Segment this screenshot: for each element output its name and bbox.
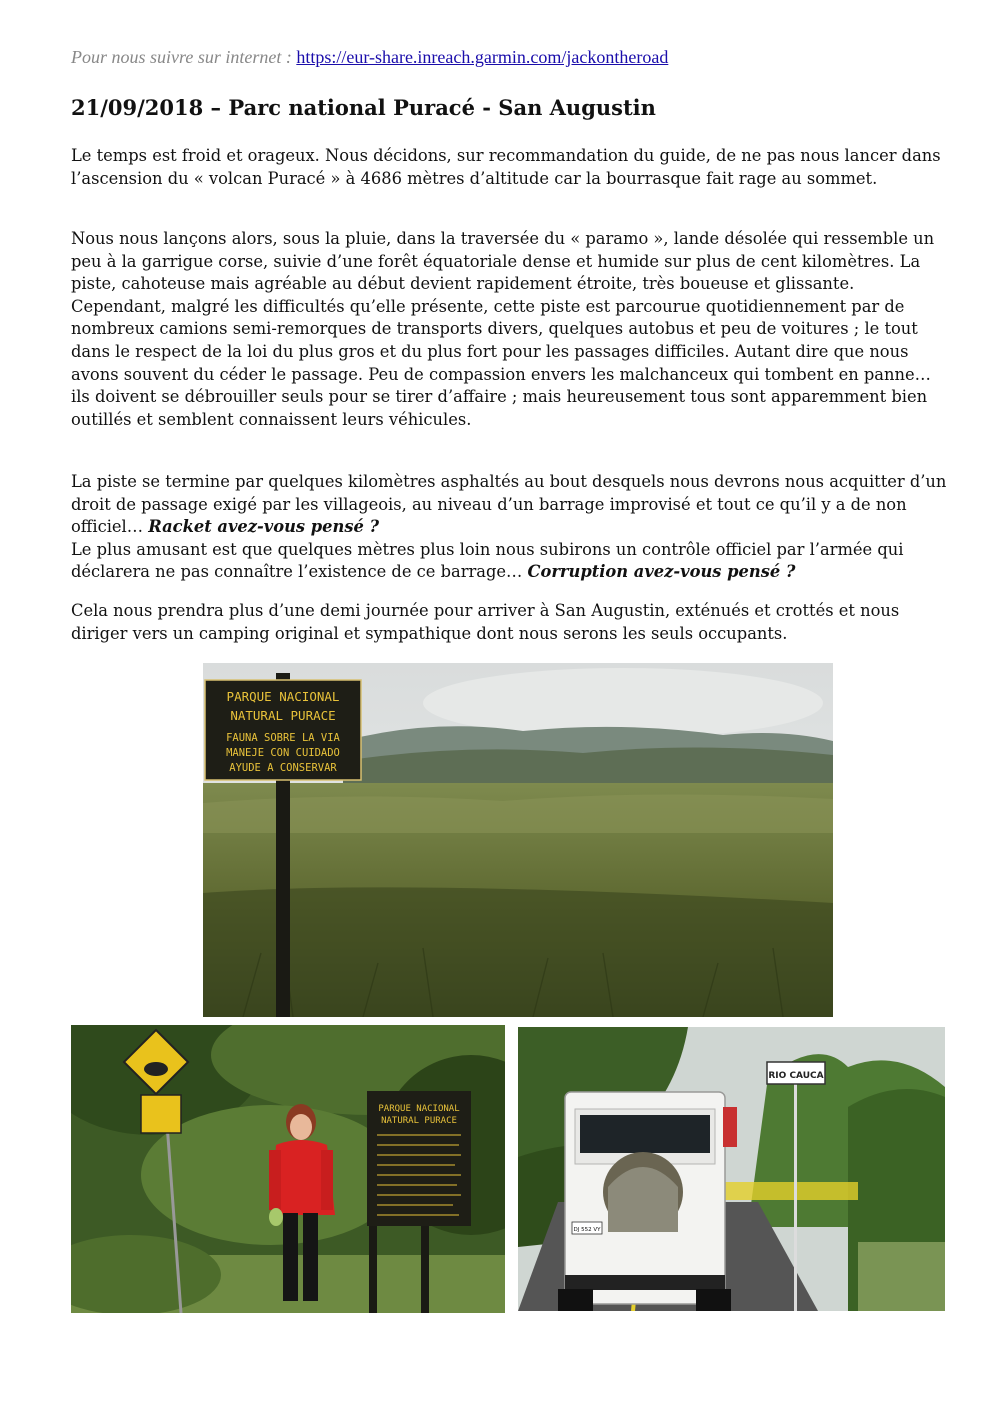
paragraph-arrival: Cela nous prendra plus d’une demi journée pour arriver à San Augustin, exténués et crottés et nous diriger vers un camping original et sympathique dont nous serons les seuls occupants. <box>71 601 900 643</box>
sign1-line2: NATURAL PURACE <box>230 708 336 723</box>
sign1-line4: MANEJE CON CUIDADO <box>226 747 340 759</box>
sign1-line3: FAUNA SOBRE LA VIA <box>226 732 340 744</box>
sign1-line5: AYUDE A CONSERVAR <box>229 762 337 774</box>
sign2-line2: NATURAL PURACE <box>381 1116 457 1126</box>
tracking-link[interactable]: https://eur-share.inreach.garmin.com/jackontheroad <box>296 47 669 67</box>
plate-text: DJ 552 VY <box>573 1227 601 1233</box>
paragraph-paramo: Nous nous lançons alors, sous la pluie, dans la traversée du « paramo », lande désolée qui ressemble un peu à la garrigue corse, suivie d’une forêt équatoriale dense et humide sur plus de cent kilomètres. La piste, cahoteuse mais agréable au début devient rapidement étroite, très boueuse et glissante. Cependant, malgré les difficultés qu’elle présente, cette piste est parcourue quotidiennement par de nombreux camions semi-remorques de transports divers, quelques autobus et peu de voitures ; le tout dans le respect de la loi du plus gros et du plus fort pour les passages difficiles. Autant dire que nous avons souvent du céder le passage. Peu de compassion envers les malchanceux qui tombent en panne… ils doivent se débrouiller seuls pour se tirer d’affaire ; mais heureusement tous sont apparemment bien outillés et semblent connaissent leurs véhicules. <box>71 229 935 429</box>
photo-rio-cauca <box>518 1027 945 1311</box>
page-title: 21/09/2018 – Parc national Puracé - San Augustin <box>71 95 656 120</box>
corruption-text: Le plus amusant est que quelques mètres plus loin nous subirons un contrôle officiel par l’armée qui déclarera ne pas connaître l’existence de ce barrage… <box>71 539 904 582</box>
follow-label: Pour nous suivre sur internet : <box>71 47 297 67</box>
paragraph-weather: Le temps est froid et orageux. Nous décidons, sur recommandation du guide, de ne pas nous lancer dans l’ascension du « volcan Puracé » à 4686 mètres d’altitude car la bourrasque fait rage au sommet. <box>71 146 941 188</box>
paragraph-racket <box>71 471 951 584</box>
rio-cauca-label: RIO CAUCA <box>768 1071 824 1081</box>
sign2-line1: PARQUE NACIONAL <box>378 1104 460 1114</box>
racket-text: La piste se termine par quelques kilomètres asphaltés au bout desquels nous devrons nous acquitter d’un droit de passage exigé par les villageois, au niveau d’un barrage improvisé et tout ce qu’il y a de non officiel… <box>71 472 947 537</box>
racket-emphasis: Racket avez-vous pensé ? <box>148 517 380 537</box>
photo-paramo-sign <box>203 663 833 1017</box>
corruption-emphasis: Corruption avez-vous pensé ? <box>527 562 796 582</box>
follow-line <box>71 47 668 68</box>
sign1-line1: PARQUE NACIONAL <box>226 689 340 704</box>
photo-person-sign <box>71 1025 505 1313</box>
